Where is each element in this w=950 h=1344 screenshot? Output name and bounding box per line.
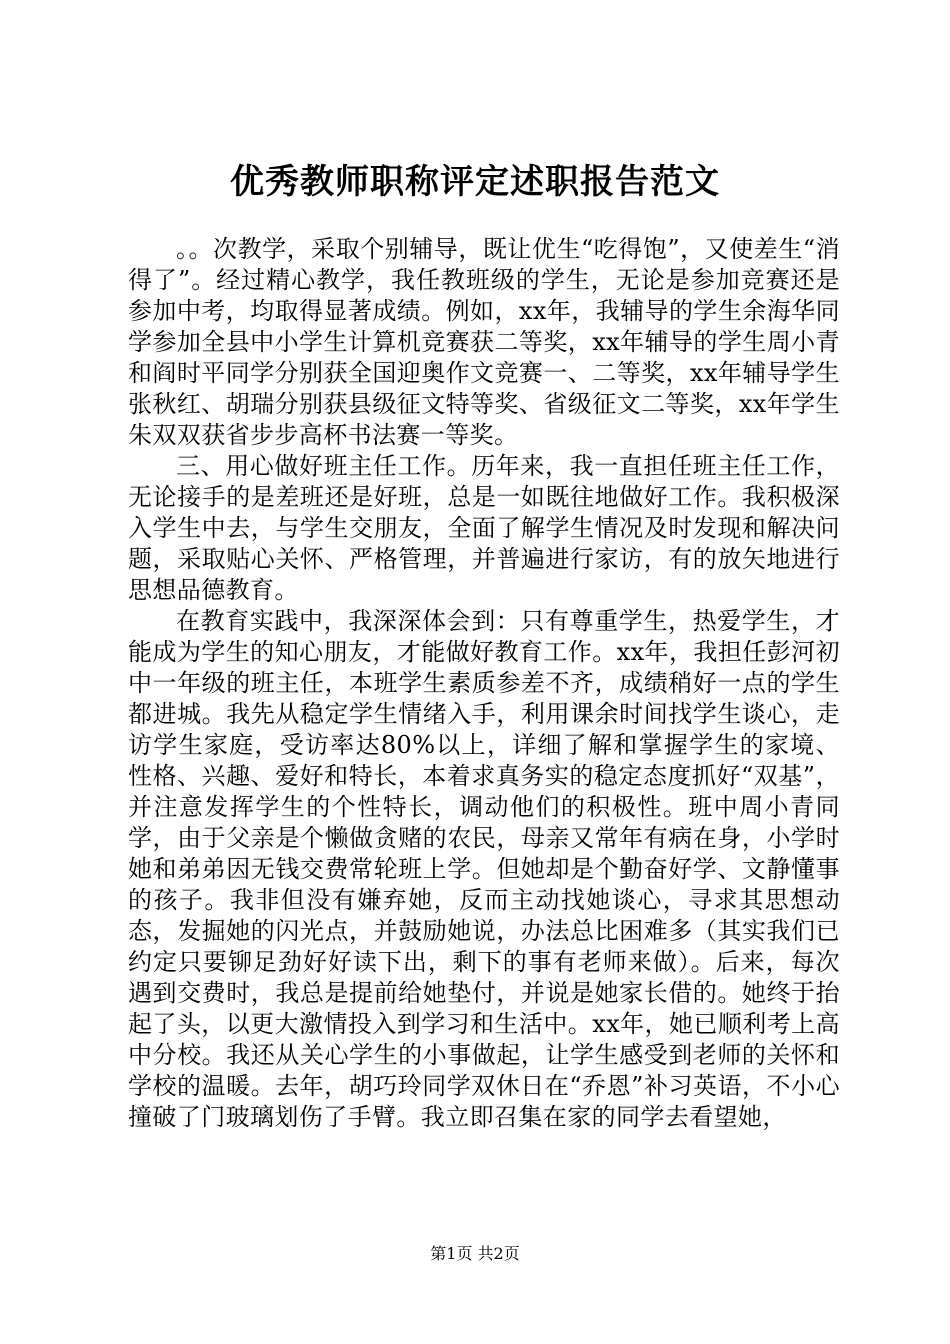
page-number-footer: 第1页 共2页 [430, 1244, 520, 1263]
document-title: 优秀教师职称评定述职报告范文 [230, 162, 720, 202]
body-paragraph-2: 三、用心做好班主任工作。历年来，我一直担任班主任工作，无论接手的是差班还是好班，总是一如既往地做好工作。我积极深入学生中去，与学生交朋友，全面了解学生情况及时发现和解决问题，采取贴心关怀、严格管理，并普遍进行家访，有的放矢地进行思想品德教育。 [128, 452, 840, 604]
body-paragraph-3: 在教育实践中，我深深体会到：只有尊重学生，热爱学生，才能成为学生的知心朋友，才能做好教育工作。xx年，我担任彭河初中一年级的班主任，本班学生素质参差不齐，成绩稍好一点的学生都进城。我先从稳定学生情绪入手，利用课余时间找学生谈心，走访学生家庭，受访率达80%以上，详细了解和掌握学生的家境、性格、兴趣、爱好和特长，本着求真务实的稳定态度抓好“双基”，并注意发挥学生的个性特长，调动他们的积极性。班中周小青同学，由于父亲是个懒做贪赌的农民，母亲又常年有病在身，小学时她和弟弟因无钱交费常轮班上学。但她却是个勤奋好学、文静懂事的孩子。我非但没有嫌弃她，反而主动找她谈心，寻求其思想动态，发掘她的闪光点，并鼓励她说，办法总比困难多（其实我们已约定只要铆足劲好好读下出，剩下的事有老师来做）。后来，每次遇到交费时，我总是提前给她垫付，并说是她家长借的。她终于抬起了头，以更大激情投入到学习和生活中。xx年，她已顺利考上高中分校。我还从关心学生的小事做起，让学生感受到老师的关怀和学校的温暖。去年，胡巧玲同学双休日在“乔恩”补习英语，不小心撞破了门玻璃划伤了手臂。我立即召集在家的同学去看望她， [128, 607, 840, 1131]
document-body [128, 234, 840, 1133]
body-paragraph-1: 。。次教学，采取个别辅导，既让优生“吃得饱”，又使差生“消得了”。经过精心教学，我任教班级的学生，无论是参加竞赛还是参加中考，均取得显著成绩。例如，xx年，我辅导的学生余海华同学参加全县中小学生计算机竞赛获二等奖，xx年辅导的学生周小青和阎时平同学分别获全国迎奥作文竞赛一、二等奖，xx年辅导学生张秋红、胡瑞分别获县级征文特等奖、省级征文二等奖，xx年学生朱双双获省步步高杯书法赛一等奖。 [128, 235, 840, 449]
